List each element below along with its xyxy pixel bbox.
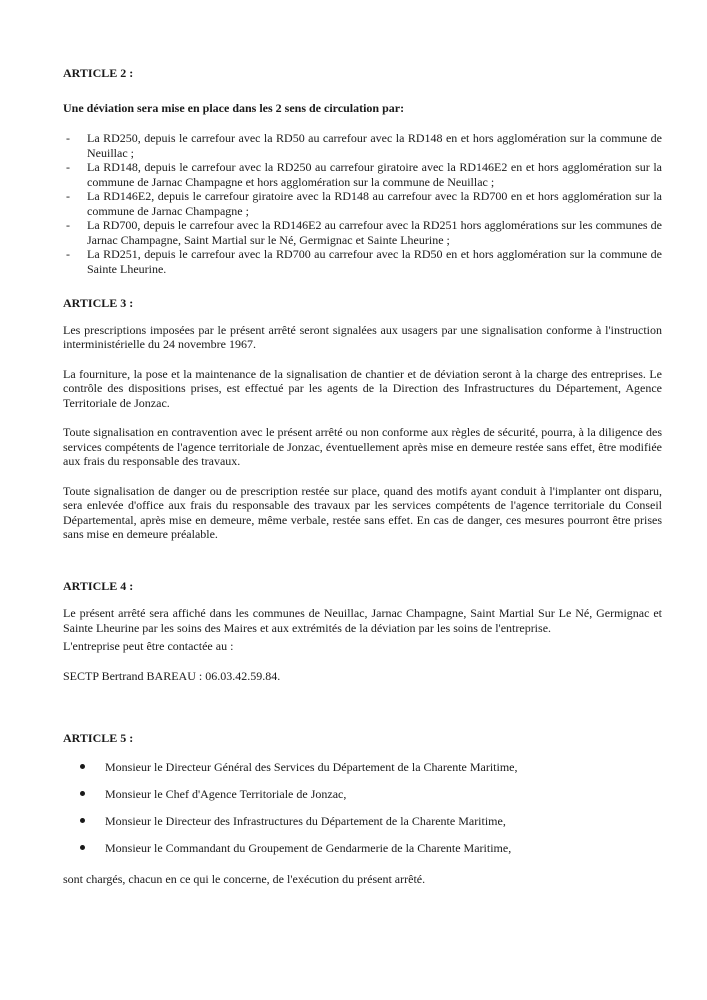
bullet-icon [80, 791, 85, 796]
recipient-text: Monsieur le Chef d'Agence Territoriale de Jonzac, [105, 786, 347, 801]
list-item: - La RD251, depuis le carrefour avec la RD700 au carrefour avec la RD50 en et hors agglomération sur la commune de Sainte Lheurine. [63, 247, 662, 276]
article-2-lead: Une déviation sera mise en place dans les 2 sens de circulation par: [63, 100, 405, 115]
article-4-paragraph: Le présent arrêté sera affiché dans les communes de Neuillac, Jarnac Champagne, Saint Martial Sur Le Né, Germignac et Sainte Lheurine par les soins des Maires et aux extrémités de la déviation par les soins de l'entreprise. [63, 606, 662, 635]
article-2 [63, 66, 662, 276]
article-5 [63, 731, 662, 886]
deviation-route-list [63, 131, 662, 276]
list-item [63, 841, 662, 868]
closing-statement: sont chargés, chacun en ce qui le concerne, de l'exécution du présent arrêté. [63, 871, 426, 886]
contact-line: SECTP Bertrand BAREAU : 06.03.42.59.84. [63, 668, 281, 683]
article-3 [63, 296, 662, 542]
recipient-text: Monsieur le Directeur des Infrastructures du Département de la Charente Maritime, [105, 813, 506, 828]
bullet-icon [80, 764, 85, 769]
list-item [63, 760, 662, 787]
article-3-paragraph: Toute signalisation de danger ou de prescription restée sur place, quand des motifs ayant conduit à l'implanter ont disparu, sera enlevée d'office aux frais du responsable des travaux par les services compétents de l'agence territoriale du Conseil Départemental, après mise en demeure, même verbale, restée sans effet. En cas de danger, ces mesures pourront être prises sans mise en demeure préalable. [63, 483, 662, 541]
recipient-text: Monsieur le Directeur Général des Services du Département de la Charente Maritime, [105, 759, 518, 774]
article-3-paragraph: La fourniture, la pose et la maintenance de la signalisation de chantier et de déviation seront à la charge des entreprises. Le contrôle des dispositions prises, est effectué par les agents de la Direction des Infrastructures du Département, Agence Territoriale de Jonzac. [63, 366, 662, 410]
list-item [63, 814, 662, 841]
list-item: - La RD148, depuis le carrefour avec la RD250 au carrefour giratoire avec la RD146E2 en et hors agglomération sur la commune de Jarnac Champagne et hors agglomération sur la commune de Neuillac ; [63, 160, 662, 189]
list-item [63, 787, 662, 814]
article-4 [63, 579, 662, 684]
contact-intro: L'entreprise peut être contactée au : [63, 639, 234, 653]
article-3-paragraph: Les prescriptions imposées par le présent arrêté seront signalées aux usagers par une signalisation conforme à l'instruction interministérielle du 24 novembre 1967. [63, 322, 662, 351]
article-2-heading: ARTICLE 2 : [63, 66, 134, 80]
list-item: - La RD700, depuis le carrefour avec la RD146E2 au carrefour avec la RD251 hors agglomérations sur les communes de Jarnac Champagne, Saint Martial sur le Né, Germignac et Sainte Lheurine ; [63, 218, 662, 247]
recipients-list [63, 760, 662, 868]
bullet-icon [80, 845, 85, 850]
article-3-paragraph: Toute signalisation en contravention avec le présent arrêté ou non conforme aux règles de sécurité, pourra, à la diligence des services compétents de l'agence territoriale de Jonzac, éventuellement après mise en demeure restée sans effet, être modifiée aux frais du responsable des travaux. [63, 425, 662, 468]
article-3-heading: ARTICLE 3 : [63, 296, 134, 310]
bullet-icon [80, 818, 85, 823]
article-5-heading: ARTICLE 5 : [63, 731, 134, 745]
recipient-text: Monsieur le Commandant du Groupement de Gendarmerie de la Charente Maritime, [105, 840, 512, 855]
list-item: - La RD250, depuis le carrefour avec la RD50 au carrefour avec la RD148 en et hors agglomération sur la commune de Neuillac ; [63, 131, 662, 160]
article-4-heading: ARTICLE 4 : [63, 578, 134, 593]
list-item: - La RD146E2, depuis le carrefour giratoire avec la RD148 au carrefour avec la RD700 en et hors agglomération sur la commune de Jarnac Champagne ; [63, 189, 662, 218]
